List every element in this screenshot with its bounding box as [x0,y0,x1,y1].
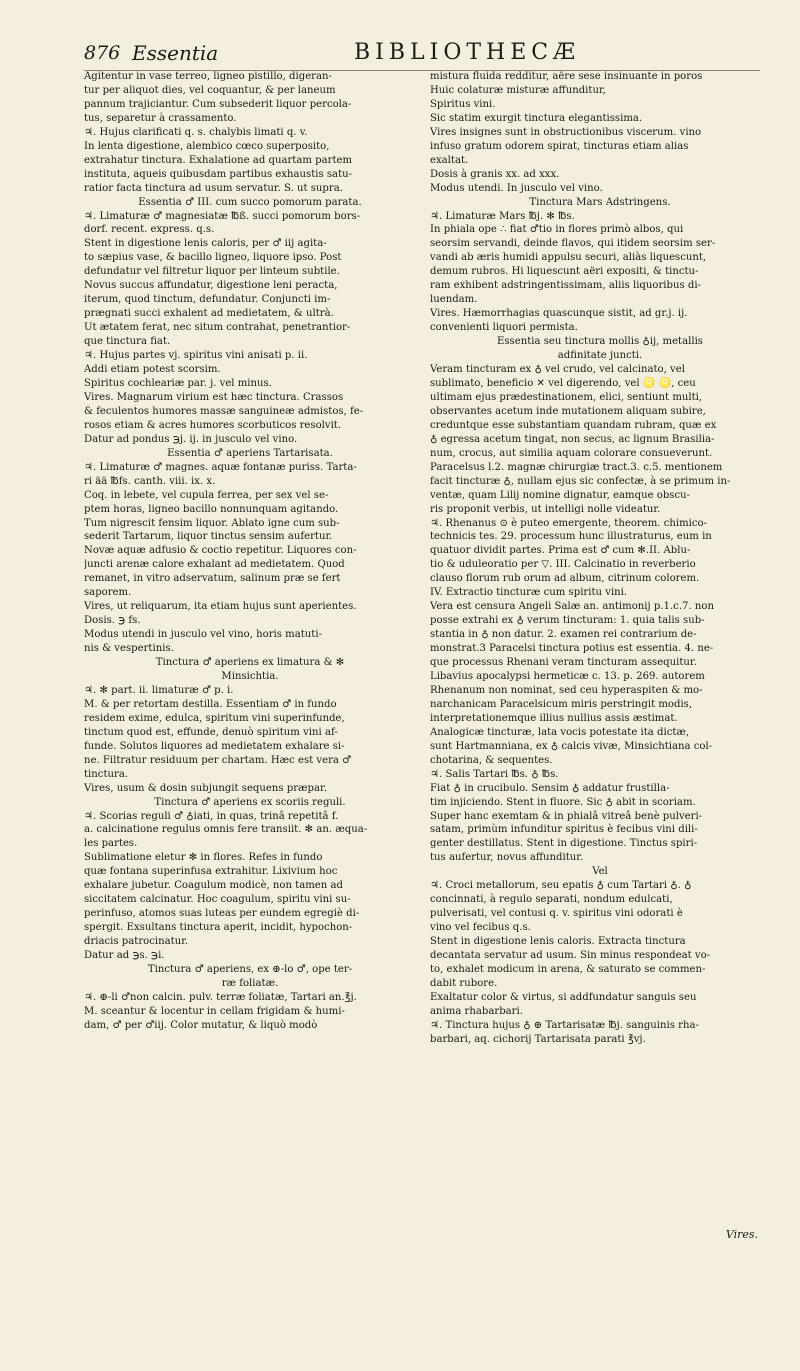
text-line: ♁ egressa acetum tingat, non secus, ac lignum Brasilia- [430,433,715,445]
text-line: Dosis. ℈ fs. [84,615,141,627]
text-line: Libavius apocalypsi hermeticæ c. 13. p. 269. autorem [430,670,705,682]
text-line: iterum, quod tinctum, defundatur. Conjuncti im- [84,294,331,306]
text-line: & feculentos humores massæ sanguineæ admistos, fe- [84,405,364,417]
text-line: juncti arenæ calore exhalant ad medietatem. Quod [84,559,345,571]
text-line: Tum nigrescit fensim liquor. Ablato igne cum sub- [84,517,340,529]
text-line: pulverisati, vel contusi q. v. spiritus vini odorati è [430,908,683,920]
text-line: ♃. Scorias reguli ♂ ♁iati, in quas, trinâ repetitâ f. [84,810,339,822]
text-line: sederit Tartarum, liquor tinctus sensim aufertur. [84,531,333,543]
left-column [84,70,416,1033]
text-line: Addi etiam potest scorsim. [84,364,221,376]
running-head: Essentia [132,41,219,65]
text-line: tus aufertur, novus affunditur. [430,852,584,864]
text-line: residem exime, edulca, spiritum vini superinfunde, [84,712,345,724]
text-line: ♃. Rhenanus ⊙ è puteo emergente, theorem. chimico- [430,517,708,529]
text-line: ♃. Salis Tartari ℔s. ♁ ℔s. [430,768,559,780]
text-line: Datur ad pondus ℈j. ij. in jusculo vel vino. [84,433,298,445]
text-line: creduntque esse substantiam quandam rubram, quæ ex [430,419,717,431]
text-line: satam, primùm infunditur spiritus è fecibus vini dili- [430,824,698,836]
text-line: tim injiciendo. Stent in fluore. Sic ♁ abit in scoriam. [430,796,696,808]
text-line: Coq. in lebete, vel cupula ferrea, per sex vel se- [84,489,329,501]
text-line: Modus utendi in jusculo vel vino, horis matuti- [84,629,323,641]
text-line: to, exhalet modicum in arena, & saturato se commen- [430,964,706,975]
section-heading-line: adfinitate juncti. [557,350,643,362]
text-line: luendam. [430,294,478,306]
text-line: Vires. Hæmorrhagias quascunque sistit, ad gr.j. ij. [430,308,688,320]
text-line: Stent in digestione lenis caloris, per ♂ iij agita- [84,238,327,250]
text-line: dabit rubore. [430,977,498,989]
text-line: rosos etiam & acres humores scorbuticos resolvit. [84,419,342,431]
text-line: Spiritus cochleariæ par. j. vel minus. [84,377,272,389]
text-line: chotarina, & sequentes. [430,754,553,766]
text-line: technicis tes. 29. processum hunc illustraturus, eum in [430,531,712,543]
text-line: vandi ab æris humidi appulsu securi, aliàs liquescunt, [430,252,707,264]
text-line: prægnati succi exhalent ad medietatem, & ultrà. [84,308,334,320]
text-line: facit tincturæ ♁, nullam ejus sic confectæ, à se primum in- [430,475,731,487]
text-line: demum rubros. Hi liquescunt aëri expositi, & tinctu- [430,266,699,278]
text-line: driacis patrocinatur. [84,936,189,948]
text-line: Sic statim exurgit tinctura elegantissima. [430,112,643,124]
text-line: ultimam ejus prædestinationem, elici, sentiunt multi, [430,391,703,403]
text-line: Modus utendi. In jusculo vel vino. [430,182,603,194]
section-heading-line: Essentia ♂ III. cum succo pomorum parata. [138,196,362,208]
text-line: infuso gratum odorem spirat, tincturas etiam alias [430,140,689,152]
text-line: funde. Solutos liquores ad medietatem exhalare si- [84,740,345,752]
text-line: In lenta digestione, alembico cœco superposito, [84,140,330,152]
text-line: Datur ad ℈s. ℈i. [84,950,165,962]
section-heading-line: Tinctura ♂ aperiens ex scoriis reguli. [154,796,346,808]
text-line: M. sceantur & locentur in cellam frigidam & humi- [84,1005,345,1017]
text-line: Ut ætatem ferat, nec situm contrahat, penetrantior- [84,322,351,334]
section-heading-line: ræ foliatæ. [221,977,279,989]
section-heading-line: Vel [592,866,608,878]
section-heading-line: Essentia seu tinctura mollis ♁ij, metallis [497,336,703,348]
text-line: M. & per retortam destilla. Essentiam ♂ in fundo [84,698,337,710]
text-line: posse extrahi ex ♁ verum tincturam: 1. quia talis sub- [430,615,705,627]
text-line: In phiala ope ∴ fiat ♂tio in flores primò albos, qui [430,224,684,236]
text-line: ram exhibent adstringentissimam, aliis liquoribus di- [430,280,701,292]
text-line: ri ää ℔fs. canth. viii. ix. x. [84,475,216,487]
text-line: Sublimatione eletur ✻ in flores. Refes in fundo [84,852,323,864]
text-line: anima rhabarbari. [430,1005,523,1017]
text-line: IV. Extractio tincturæ cum spiritu vini. [430,587,628,599]
section-heading-line: Tinctura ♂ aperiens, ex ⊕-lo ♂, ope ter- [147,964,353,975]
text-line: monstrat.3 Paracelsi tinctura potius est essentia. 4. ne- [430,643,714,655]
text-line: ♃. Tinctura hujus ♁ ⊕ Tartarisatæ ℔j. sanguinis rha- [430,1019,699,1031]
text-line: Fiat ♁ in crucibulo. Sensim ♁ addatur frustilla- [430,782,670,794]
text-line: ♃. Limaturæ ♂ magnes. aquæ fontanæ puriss. Tarta- [84,461,357,473]
text-line: clauso florum rub orum ad album, citrinum colorem. [430,573,700,585]
text-line: Super hanc exemtam & in phialâ vitreâ benè pulveri- [430,810,703,822]
text-line: decantata servatur ad usum. Sin minus respondeat vo- [430,950,711,962]
text-line: tio & uduleoratio per ▽. III. Calcinatio in reverberio [430,559,696,571]
text-line: Paracelsus l.2. magnæ chirurgiæ tract.3. c.5. mentionem [430,461,723,473]
text-line: mistura fluida redditur, aëre sese insinuante in poros [430,71,703,82]
text-line: ventæ, quam Lilij nomine dignatur, eamque obscu- [430,489,691,501]
page-header [84,42,760,72]
text-line: convenienti liquori permista. [430,322,578,334]
text-line: narchanicam Paracelsicum miris perstringit modis, [430,698,693,710]
text-line: tinctum quod est, effunde, denuò spiritum vini af- [84,726,338,738]
book-title: BIBLIOTHECÆ [354,40,581,65]
text-line: Vera est censura Angeli Salæ an. antimonij p.1.c.7. non [430,601,714,613]
text-line: ♃. Limaturæ Mars ℔j. ✻ ℔s. [430,210,575,222]
text-line: stantia in ♁ non datur. 2. examen rei contrarium de- [430,629,697,641]
text-line: ♃. Limaturæ ♂ magnesiatæ ℔ß. succi pomorum bors- [84,210,361,222]
text-line: extrahatur tinctura. Exhalatione ad quartam partem [84,154,353,166]
text-line: instituta, aqueis quibusdam partibus exhaustis satu- [84,168,353,180]
text-line: Agitentur in vase terreo, ligneo pistillo, digeran- [84,71,332,82]
text-line: tur per aliquot dies, vel coquantur, & per laneum [84,84,336,96]
text-line: sunt Hartmanniana, ex ♁ calcis vivæ, Minsichtiana col- [430,740,713,752]
text-line: que tinctura fiat. [84,336,171,348]
text-line: num, crocus, aut similia aquam colorare consueverunt. [430,447,713,459]
text-line: genter destillatus. Stent in digestione. Tinctus spiri- [430,838,698,850]
text-line: ptem horas, ligneo bacillo nonnunquam agitando. [84,503,339,515]
text-line: nis & vespertinis. [84,643,174,655]
page-number: 876 [84,42,121,64]
text-line: que processus Rhenani veram tincturam assequitur. [430,657,697,669]
text-line: ratior facta tinctura ad usum servatur. S. ut supra. [84,182,343,194]
text-line: tinctura. [84,768,129,780]
text-line: interpretationemque illius nullius assis æstimat. [430,712,678,724]
text-line: tus, separetur à crassamento. [84,112,237,124]
text-line: Veram tincturam ex ♁ vel crudo, vel calcinato, vel [430,364,685,376]
text-line: exhalare jubetur. Coagulum modicè, non tamen ad [84,880,343,892]
text-line: Vires, usum & dosin subjungit sequens præpar. [84,782,327,794]
text-line: ♃. Hujus partes vj. spiritus vini anisati p. ii. [84,350,308,362]
text-line: barbari, aq. cichorij Tartarisata parati ℥vj. [430,1033,646,1045]
section-heading-line: Minsichtia. [221,670,279,682]
text-line: concinnati, à regulo separati, nondum edulcati, [430,894,673,906]
text-line: Novæ aquæ adfusio & coctio repetitur. Liquores con- [84,545,357,557]
text-line: remanet, in vitro adservatum, salinum præ se fert [84,573,341,585]
text-line: Vires, ut reliquarum, ita etiam hujus sunt aperientes. [84,601,357,613]
text-line: saporem. [84,587,132,599]
right-column [430,70,770,1047]
section-heading-line: Tinctura Mars Adstringens. [529,196,671,208]
text-line: ♃. Hujus clarificati q. s. chalybis limati q. v. [84,126,308,138]
text-line: quæ fontana superinfusa extrahitur. Lixivium hoc [84,866,338,878]
text-line: Rhenanum non nominat, sed ceu hyperaspiten & mo- [430,684,703,696]
text-line: dorf. recent. express. q.s. [84,224,215,236]
text-line: Spiritus vini. [430,98,496,110]
text-line: pannum trajiciantur. Cum subsederit liquor percola- [84,98,352,110]
text-line: Vires insignes sunt in obstructionibus viscerum. vino [430,126,702,138]
text-line: perinfuso, atomos suas luteas per eundem egregiè di- [84,908,360,920]
text-line: ♃. Croci metallorum, seu epatis ♁ cum Tartari ♁. ♁ [430,880,692,892]
section-heading-line: Tinctura ♂ aperiens ex limatura & ✻ [155,657,345,669]
text-line: sublimato, beneficio ✕ vel digerendo, vel ♌ ♌, ceu [430,377,696,389]
text-line: ♃. ✻ part. ii. limaturæ ♂ p. i. [84,684,234,696]
text-line: Novus succus affundatur, digestione leni peracta, [84,280,338,292]
text-line: to sæpius vase, & bacillo ligneo, liquore ipso. Post [84,252,342,264]
text-line: Exaltatur color & virtus, si addfundatur sanguis seu [430,991,697,1003]
section-heading-line: Essentia ♂ aperiens Tartarisata. [167,447,333,459]
catchword: Vires. [725,1228,758,1241]
text-line: a. calcinatione regulus omnis fere transiit. ✻ an. æqua- [84,824,368,836]
text-line: Stent in digestione lenis caloris. Extracta tinctura [430,936,686,948]
text-line: ♃. ⊕-li ♂non calcin. pulv. terræ foliatæ, Tartari an.℥j. [84,991,357,1003]
text-line: defundatur vel filtretur liquor per linteum subtile. [84,266,340,278]
text-line: observantes acetum inde mutationem aliquam subire, [430,405,706,417]
text-line: ris proponit verbis, ut intelligi nolle videatur. [430,503,661,515]
text-line: seorsim servandi, deinde flavos, qui itidem seorsim ser- [430,238,716,250]
text-line: vino vel fecibus q.s. [430,922,531,934]
text-line: exaltat. [430,154,469,166]
text-line: siccitatem calcinatur. Hoc coagulum, spiritu vini su- [84,894,351,906]
text-line: dam, ♂ per ♂iij. Color mutatur, & liquò modò [84,1019,318,1031]
text-line: Analogicæ tincturæ, lata vocis potestate ita dictæ, [430,726,690,738]
text-line: Vires. Magnarum virium est hæc tinctura. Crassos [84,391,344,403]
text-line: Dosis à granis xx. ad xxx. [430,168,560,180]
text-line: ne. Filtratur residuum per chartam. Hæc est vera ♂ [84,754,352,766]
text-line: les partes. [84,838,138,850]
text-line: Huic colaturæ misturæ affunditur, [430,84,606,96]
text-line: spergit. Exsultans tinctura aperit, incidit, hypochon- [84,922,353,934]
text-line: quatuor dividit partes. Prima est ♂ cum ✻.II. Ablu- [430,545,691,557]
